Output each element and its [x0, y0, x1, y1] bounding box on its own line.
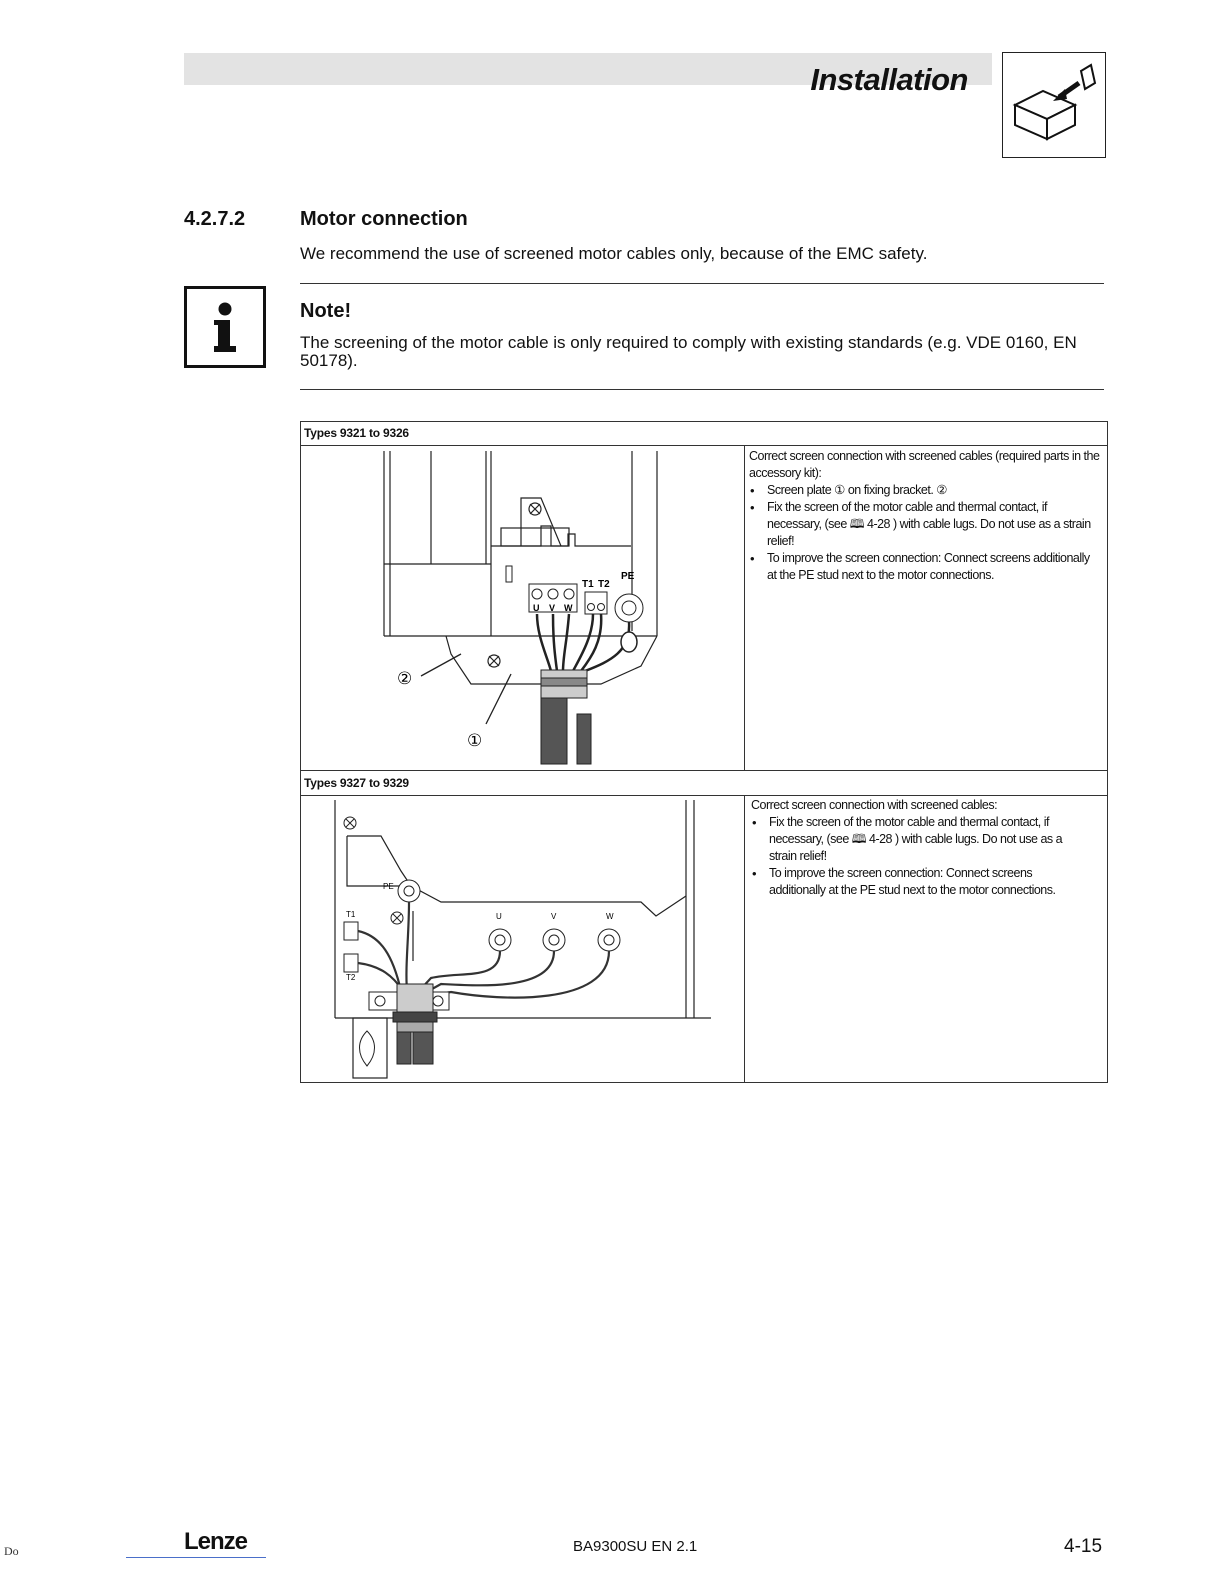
label-u: U	[496, 912, 502, 921]
page-number: 4-15	[1064, 1536, 1103, 1557]
callout-2: ②	[397, 669, 413, 688]
label-t1: T1	[582, 579, 594, 590]
link-underline	[126, 1557, 266, 1558]
row-description	[749, 448, 1101, 584]
table-rule	[300, 770, 1108, 771]
divider-bottom	[300, 389, 1104, 390]
description-intro: Correct screen connection with screened cables:	[751, 798, 998, 812]
section-number: 4.2.7.2	[184, 208, 246, 230]
list-item: • Fix the screen of the motor cable and thermal contact, if necessary, (see 🕮 4-28 ) with cable lugs. Do not use as a strain relief!	[767, 499, 1101, 550]
label-v: V	[551, 912, 557, 921]
label-pe: PE	[621, 571, 635, 582]
table-column-rule	[744, 445, 745, 770]
wiring-diagram-9327	[301, 796, 743, 1082]
row-heading-9321: Types 9321 to 9326	[304, 426, 409, 440]
list-item: • To improve the screen connection: Connect screens additionally at the PE stud next to the motor connections.	[769, 865, 1063, 899]
label-w: W	[606, 912, 614, 921]
callout-1: ①	[467, 731, 483, 750]
label-pe: PE	[383, 882, 394, 891]
info-icon	[184, 286, 266, 368]
row-description	[751, 797, 1063, 899]
list-item: • Fix the screen of the motor cable and thermal contact, if necessary, (see 🕮 4-28 ) with cable lugs. Do not use as a strain relief!	[769, 814, 1063, 865]
note-title: Note!	[300, 300, 352, 322]
divider-top	[300, 283, 1104, 284]
installation-icon	[1002, 52, 1106, 158]
bullet-list	[749, 482, 1101, 584]
bullet-list	[751, 814, 1063, 899]
row-heading-9327: Types 9327 to 9329	[304, 776, 409, 790]
document-code: BA9300SU EN 2.1	[573, 1538, 698, 1555]
brand-logo: Lenze	[184, 1528, 248, 1555]
section-intro: We recommend the use of screened motor cables only, because of the EMC safety.	[300, 244, 928, 263]
table-column-rule	[744, 795, 745, 1083]
section-title: Motor connection	[300, 208, 468, 230]
list-item: • Screen plate ① on fixing bracket. ②	[767, 482, 1101, 499]
label-u: U	[533, 603, 540, 613]
list-item: • To improve the screen connection: Connect screens additionally at the PE stud next to the motor connections.	[767, 550, 1101, 584]
label-t2: T2	[598, 579, 610, 590]
label-w: W	[564, 603, 573, 613]
description-intro: Correct screen connection with screened cables (required parts in the accessory kit):	[749, 449, 1100, 480]
chapter-title: Installation	[810, 62, 968, 97]
side-label: Do	[4, 1544, 19, 1558]
wiring-diagram-9321	[301, 446, 743, 769]
label-t1: T1	[346, 910, 356, 919]
note-text: The screening of the motor cable is only required to comply with existing standards (e.g. VDE 0160, EN 50178).	[300, 333, 1077, 370]
label-t2: T2	[346, 973, 356, 982]
label-v: V	[549, 603, 556, 613]
